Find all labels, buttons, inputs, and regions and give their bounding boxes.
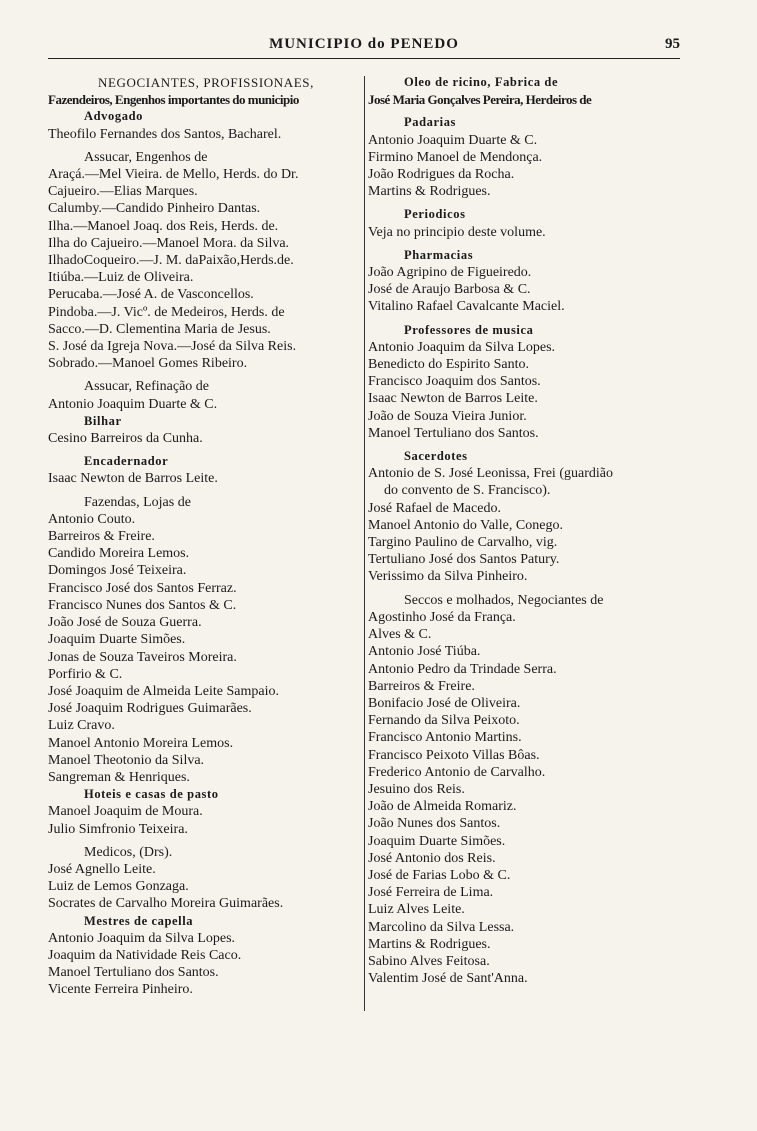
category-hoteis: Hoteis e casas de pasto: [84, 787, 219, 802]
list-item: Sangreman & Henriques.: [48, 769, 190, 785]
list-item: José Maria Gonçalves Pereira, Herdeiros de: [368, 92, 592, 108]
list-item: João José de Souza Guerra.: [48, 615, 202, 631]
list-item: Manoel Antonio do Valle, Conego.: [368, 517, 563, 533]
page-number: 95: [665, 36, 680, 52]
category-assucar-refinacao: Assucar, Refinação de: [84, 379, 209, 395]
category-medicos: Medicos, (Drs).: [84, 844, 173, 860]
list-item: José de Araujo Barbosa & C.: [368, 282, 531, 298]
list-item: Francisco Joaquim dos Santos.: [368, 374, 541, 390]
list-item: Antonio Couto.: [48, 511, 136, 527]
list-item: Francisco Antonio Martins.: [368, 730, 522, 746]
list-item: Joaquim Duarte Simões.: [368, 833, 506, 849]
list-item: Fernando da Silva Peixoto.: [368, 713, 520, 729]
list-item: Candido Moreira Lemos.: [48, 546, 190, 562]
page-header: [48, 36, 680, 59]
list-item: Francisco Nunes dos Santos & C.: [48, 597, 237, 613]
list-item: João Rodrigues da Rocha.: [368, 167, 515, 183]
list-item: José Ferreira de Lima.: [368, 885, 494, 901]
list-item: Francisco José dos Santos Ferraz.: [48, 580, 237, 596]
category-mestres: Mestres de capella: [84, 913, 194, 928]
list-item: Joaquim da Natividade Reis Caco.: [48, 947, 242, 963]
list-item: Marcolino da Silva Lessa.: [368, 919, 515, 935]
category-seccos: Seccos e molhados, Negociantes de: [404, 592, 604, 608]
list-item: Antonio Pedro da Trindade Serra.: [368, 661, 557, 677]
section-heading: NEGOCIANTES, PROFISSIONAES,: [98, 75, 314, 90]
list-item: João Agripino de Figueiredo.: [368, 265, 532, 281]
list-item: Targino Paulino de Carvalho, vig.: [368, 535, 558, 551]
list-item: Vitalino Rafael Cavalcante Maciel.: [368, 299, 565, 315]
list-item: Vicente Ferreira Pinheiro.: [48, 982, 193, 998]
list-item: Luiz de Lemos Gonzaga.: [48, 879, 189, 895]
list-item: José Joaquim de Almeida Leite Sampaio.: [48, 683, 279, 699]
list-item: Jesuino dos Reis.: [368, 781, 465, 797]
list-item: Cajueiro.—Elias Marques.: [48, 184, 198, 200]
list-item: Domingos José Teixeira.: [48, 563, 187, 579]
list-item: S. José da Igreja Nova.—José da Silva Reis.: [48, 339, 297, 355]
list-item: do convento de S. Francisco).: [384, 483, 551, 499]
list-item: Alves & C.: [368, 627, 432, 643]
list-item: Bonifacio José de Oliveira.: [368, 695, 521, 711]
page-title: MUNICIPIO do PENEDO: [269, 36, 459, 52]
list-item: Antonio José Tiúba.: [368, 644, 481, 660]
list-item: Martins & Rodrigues.: [368, 936, 491, 952]
list-item: Cesino Barreiros da Cunha.: [48, 431, 203, 447]
left-column: [48, 74, 364, 999]
category-advogado: Advogado: [84, 109, 143, 124]
list-item: Veja no principio deste volume.: [368, 224, 546, 240]
list-item: Julio Simfronio Teixeira.: [48, 821, 188, 837]
category-oleo: Oleo de ricino, Fabrica de: [404, 75, 559, 89]
list-item: José Agnello Leite.: [48, 861, 156, 877]
list-item: Martins & Rodrigues.: [368, 184, 491, 200]
list-item: José de Farias Lobo & C.: [368, 867, 511, 883]
list-item: Ilha.—Manoel Joaq. dos Reis, Herds. de.: [48, 218, 279, 234]
list-item: Manoel Tertuliano dos Santos.: [48, 965, 219, 981]
list-item: Antonio de S. José Leonissa, Frei (guardião: [368, 466, 613, 482]
list-item: João Nunes dos Santos.: [368, 816, 501, 832]
category-pharmacias: Pharmacias: [404, 247, 474, 262]
list-item-struck: Ilha do Cajueiro.—Manoel Mora. da Silva.: [48, 235, 290, 251]
list-item: José Antonio dos Reis.: [368, 850, 496, 866]
list-item: Sobrado.—Manoel Gomes Ribeiro.: [48, 356, 248, 372]
list-item: Antonio Joaquim da Silva Lopes.: [48, 930, 236, 946]
list-item: Sabino Alves Feitosa.: [368, 953, 490, 969]
list-item: João de Almeida Romariz.: [368, 799, 517, 815]
list-item: Firmino Manoel de Mendonça.: [368, 149, 543, 165]
list-item: Antonio Joaquim Duarte & C.: [368, 132, 538, 148]
list-item: Jonas de Souza Taveiros Moreira.: [48, 649, 237, 665]
list-item: Manoel Joaquim de Moura.: [48, 804, 203, 820]
category-periodicos: Periodicos: [404, 207, 466, 222]
right-column: [368, 74, 686, 987]
list-item: Araçá.—Mel Vieira. de Mello, Herds. do Dr.: [48, 167, 299, 183]
list-item: Joaquim Duarte Simões.: [48, 632, 186, 648]
list-item: IlhadoCoqueiro.—J. M. daPaixão,Herds.de.: [48, 253, 294, 269]
section-subheading: Fazendeiros, Engenhos importantes do municipio: [48, 92, 299, 108]
list-item: Calumby.—Candido Pinheiro Dantas.: [48, 201, 261, 217]
list-item: Perucaba.—José A. de Vasconcellos.: [48, 287, 254, 303]
list-item: Itiúba.—Luiz de Oliveira.: [48, 270, 194, 286]
list-item: José Rafael de Macedo.: [368, 500, 501, 516]
list-item: João de Souza Vieira Junior.: [368, 408, 527, 424]
list-item: Manoel Theotonio da Silva.: [48, 752, 205, 768]
list-item: Agostinho José da França.: [368, 609, 516, 625]
list-item: Antonio Joaquim Duarte & C.: [48, 396, 218, 412]
list-item: Isaac Newton de Barros Leite.: [48, 471, 218, 487]
category-fazendas: Fazendas, Lojas de: [84, 494, 191, 510]
list-item: Sacco.—D. Clementina Maria de Jesus.: [48, 321, 271, 337]
category-encadernador: Encadernador: [84, 454, 169, 469]
category-padarias: Padarias: [404, 115, 457, 130]
list-item: Manoel Antonio Moreira Lemos.: [48, 735, 234, 751]
list-item: Tertuliano José dos Santos Patury.: [368, 552, 560, 568]
list-item: Benedicto do Espirito Santo.: [368, 357, 529, 373]
list-item: Francisco Peixoto Villas Bôas.: [368, 747, 540, 763]
list-item: Luiz Alves Leite.: [368, 902, 465, 918]
list-item: Socrates de Carvalho Moreira Guimarães.: [48, 896, 284, 912]
list-item: Isaac Newton de Barros Leite.: [368, 391, 538, 407]
list-item: Barreiros & Freire.: [48, 529, 155, 545]
category-assucar-engenhos: Assucar, Engenhos de: [84, 149, 208, 165]
list-item: Porfirio & C.: [48, 666, 123, 682]
list-item: Manoel Tertuliano dos Santos.: [368, 425, 539, 441]
list-item: Valentim José de Sant'Anna.: [368, 971, 528, 987]
list-item: Antonio Joaquim da Silva Lopes.: [368, 339, 556, 355]
list-item: Theofilo Fernandes dos Santos, Bacharel.: [48, 126, 282, 142]
list-item: Frederico Antonio de Carvalho.: [368, 764, 546, 780]
column-divider: [364, 76, 365, 1011]
category-bilhar: Bilhar: [84, 413, 122, 428]
list-item: Barreiros & Freire.: [368, 678, 475, 694]
list-item: Luiz Cravo.: [48, 718, 115, 734]
list-item: Pindoba.—J. Vicº. de Medeiros, Herds. de: [48, 304, 285, 320]
category-sacerdotes: Sacerdotes: [404, 449, 468, 464]
list-item: José Joaquim Rodrigues Guimarães.: [48, 701, 252, 717]
list-item: Verissimo da Silva Pinheiro.: [368, 569, 528, 585]
category-professores: Professores de musica: [404, 322, 534, 337]
